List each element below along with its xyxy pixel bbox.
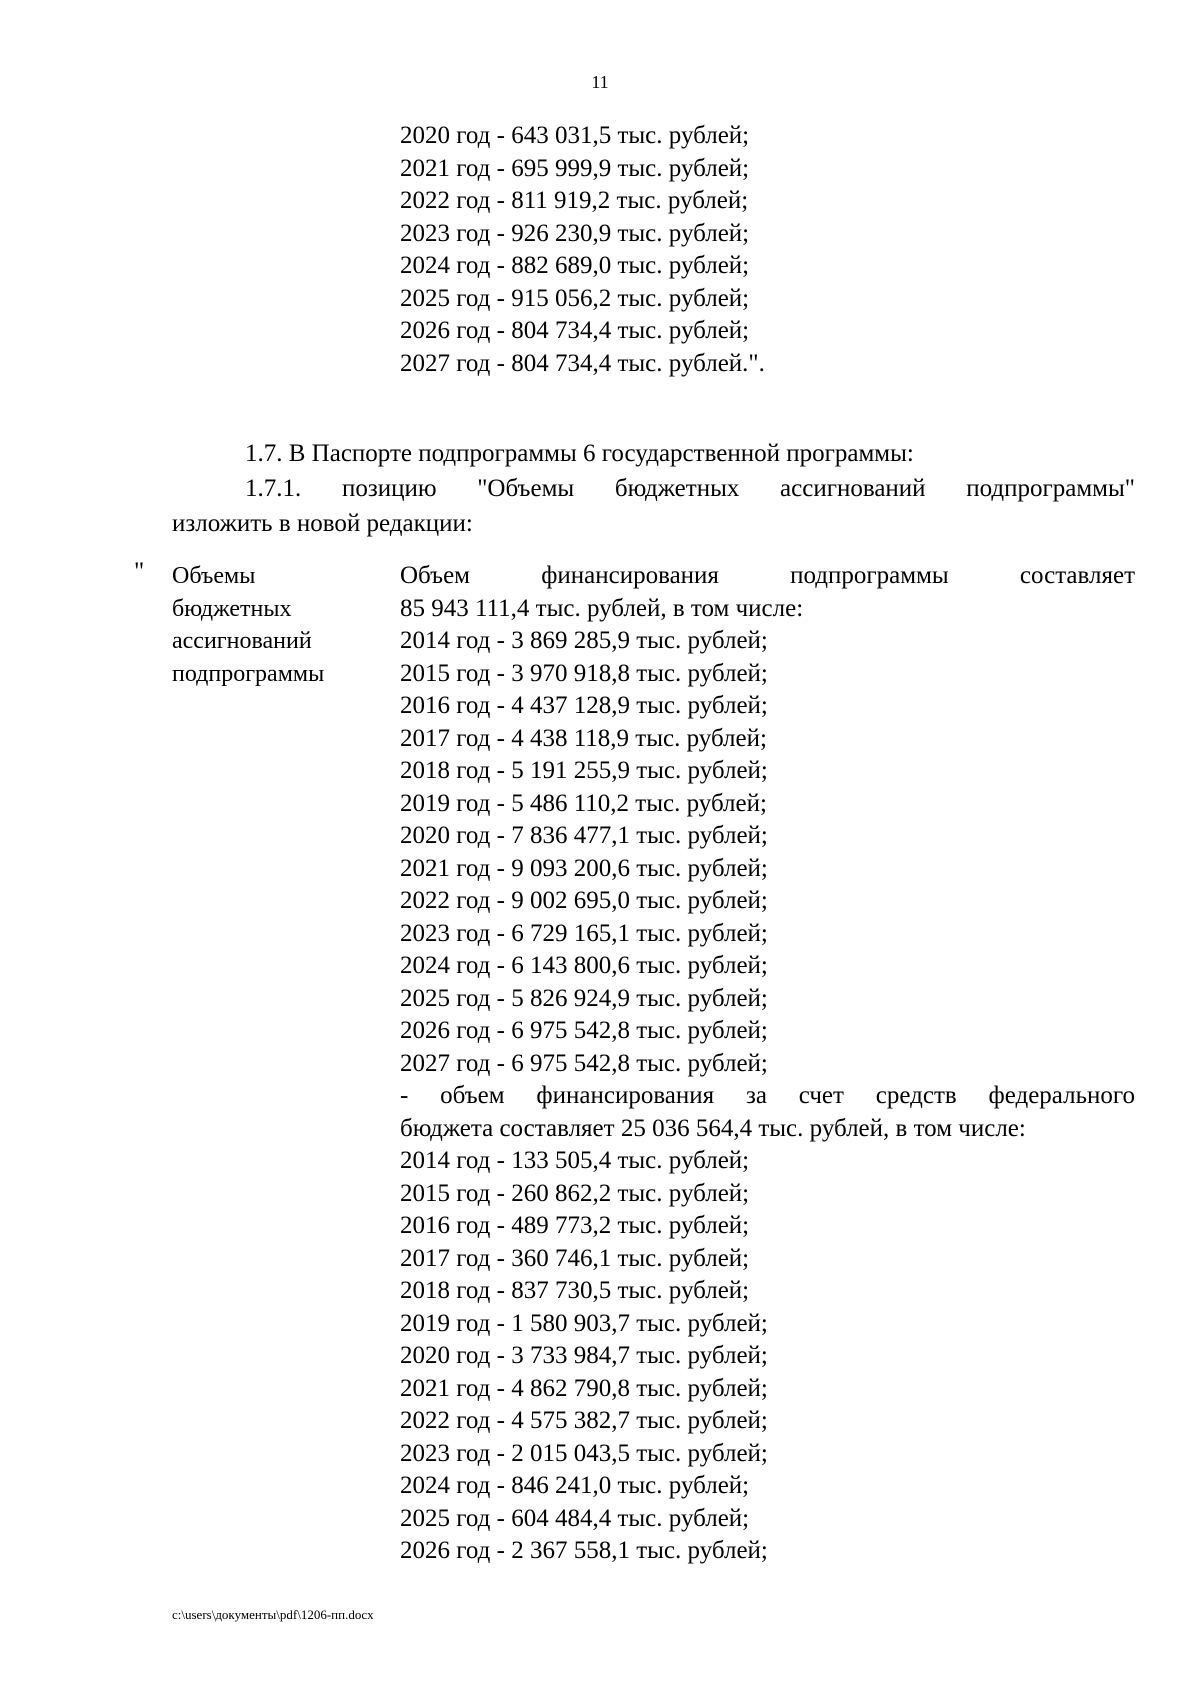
total-year-item: 2024 год - 6 143 800,6 тыс. рублей; — [400, 952, 768, 979]
federal-financing-line2: бюджета составляет 25 036 564,4 тыс. рублей, в том числе: — [400, 1114, 1026, 1142]
total-year-item: 2022 год - 9 002 695,0 тыс. рублей; — [400, 887, 768, 914]
list-item: 2024 год - 882 689,0 тыс. рублей; — [400, 252, 750, 279]
passport-left-label — [172, 560, 324, 690]
federal-financing-line1: - объем финансирования за счет средств федерального — [400, 1082, 1135, 1109]
total-year-item: 2023 год - 6 729 165,1 тыс. рублей; — [400, 919, 768, 947]
total-year-item: 2014 год - 3 869 285,9 тыс. рублей; — [400, 627, 768, 654]
federal-year-item: 2023 год - 2 015 043,5 тыс. рублей; — [400, 1439, 768, 1467]
label-line: Объемы — [172, 563, 256, 589]
total-financing-line1: Объем финансирования подпрограммы составляет — [400, 562, 1135, 589]
label-line: ассигнований — [172, 628, 312, 654]
total-year-item: 2025 год - 5 826 924,9 тыс. рублей; — [400, 984, 768, 1012]
federal-year-item: 2021 год - 4 862 790,8 тыс. рублей; — [400, 1374, 768, 1402]
total-year-item: 2018 год - 5 191 255,9 тыс. рублей; — [400, 757, 768, 784]
section-1-7-heading: 1.7. В Паспорте подпрограммы 6 государственной программы: — [245, 440, 914, 467]
federal-year-item: 2019 год - 1 580 903,7 тыс. рублей; — [400, 1309, 768, 1337]
list-item: 2027 год - 804 734,4 тыс. рублей.". — [400, 349, 765, 377]
total-financing-line2: 85 943 111,4 тыс. рублей, в том числе: — [400, 594, 804, 622]
total-year-item: 2020 год - 7 836 477,1 тыс. рублей; — [400, 822, 768, 849]
federal-year-item: 2024 год - 846 241,0 тыс. рублей; — [400, 1472, 750, 1499]
total-year-item: 2016 год - 4 437 128,9 тыс. рублей; — [400, 692, 768, 719]
top-year-list — [400, 120, 765, 380]
federal-year-item: 2020 год - 3 733 984,7 тыс. рублей; — [400, 1342, 768, 1369]
list-item: 2020 год - 643 031,5 тыс. рублей; — [400, 122, 750, 149]
federal-year-item: 2015 год - 260 862,2 тыс. рублей; — [400, 1179, 750, 1207]
total-year-item: 2017 год - 4 438 118,9 тыс. рублей; — [400, 724, 767, 752]
section-1-7-1-line2: изложить в новой редакции: — [172, 510, 473, 537]
total-year-item: 2026 год - 6 975 542,8 тыс. рублей; — [400, 1017, 768, 1044]
passport-right-content — [400, 560, 1135, 1568]
federal-year-item: 2017 год - 360 746,1 тыс. рублей; — [400, 1244, 750, 1272]
list-item: 2023 год - 926 230,9 тыс. рублей; — [400, 219, 750, 247]
list-item: 2026 год - 804 734,4 тыс. рублей; — [400, 317, 750, 344]
footer-file-path: c:\users\документы\pdf\1206-пп.docx — [172, 1607, 374, 1622]
federal-year-item: 2025 год - 604 484,4 тыс. рублей; — [400, 1504, 750, 1532]
list-item: 2025 год - 915 056,2 тыс. рублей; — [400, 284, 750, 312]
label-line: бюджетных — [172, 595, 292, 622]
section-1-7-1-line1: 1.7.1. позицию "Объемы бюджетных ассигнований подпрограммы" — [245, 475, 1135, 502]
list-item: 2021 год - 695 999,9 тыс. рублей; — [400, 154, 750, 182]
total-year-item: 2015 год - 3 970 918,8 тыс. рублей; — [400, 659, 768, 687]
federal-year-item: 2026 год - 2 367 558,1 тыс. рублей; — [400, 1537, 768, 1564]
total-year-item: 2019 год - 5 486 110,2 тыс. рублей; — [400, 789, 767, 817]
federal-year-item: 2016 год - 489 773,2 тыс. рублей; — [400, 1212, 750, 1239]
opening-quote-mark: " — [134, 558, 145, 585]
federal-year-item: 2014 год - 133 505,4 тыс. рублей; — [400, 1147, 750, 1174]
total-year-item: 2027 год - 6 975 542,8 тыс. рублей; — [400, 1049, 768, 1077]
federal-year-item: 2018 год - 837 730,5 тыс. рублей; — [400, 1277, 750, 1304]
page-number: 11 — [591, 72, 609, 92]
total-year-item: 2021 год - 9 093 200,6 тыс. рублей; — [400, 854, 768, 882]
label-line: подпрограммы — [172, 660, 325, 687]
federal-year-item: 2022 год - 4 575 382,7 тыс. рублей; — [400, 1407, 768, 1434]
list-item: 2022 год - 811 919,2 тыс. рублей; — [400, 187, 749, 214]
